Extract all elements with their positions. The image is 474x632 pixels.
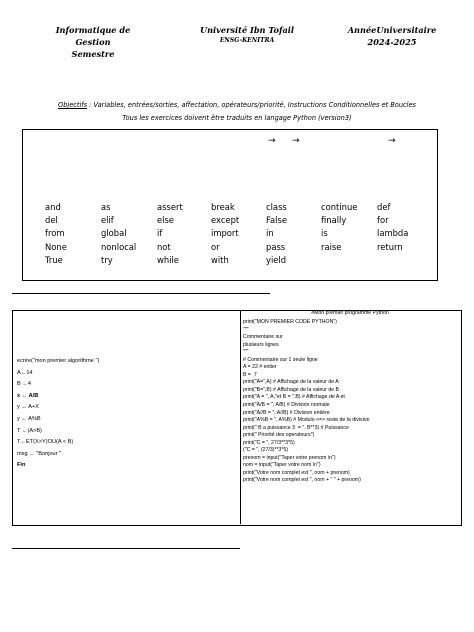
algorithm-column — [17, 356, 99, 472]
python-code-line: print("Votre nom complet est ", nom + prenom) — [243, 469, 350, 476]
keyword-item: import — [211, 228, 239, 239]
python-code-line: plusieurs lignes — [243, 341, 279, 348]
keyword-item: else — [157, 215, 174, 226]
keyword-item: class — [266, 202, 287, 212]
algorithm-line: A←14 — [17, 369, 33, 376]
keyword-item: finally — [321, 215, 347, 226]
keyword-item: except — [211, 215, 240, 226]
keyword-item: global — [101, 228, 127, 239]
header-year — [344, 24, 440, 48]
algorithm-line: y ← A%B — [17, 415, 41, 422]
keyword-item: break — [211, 202, 235, 212]
python-code-line: print("A/B = ", A/B) # Division normale — [243, 402, 330, 409]
python-code-line: # Commentaire sur 1 seule ligne — [243, 356, 318, 363]
algorithm-line: ecrire("mon premier algorithme ") — [17, 358, 100, 364]
keyword-item: while — [157, 254, 179, 265]
keyword-item: as — [101, 202, 111, 212]
python-code-line: B = 7 — [243, 371, 257, 378]
objectives-text: : Variables, entrées/sorties, affectation, opérateurs/priorité, Instructions Conditionnelles et Boucles — [87, 101, 416, 109]
python-code-line: print("C = ", 27/3**3*5) — [243, 439, 295, 446]
python-code-line: nom = input("Taper votre nom \n") — [243, 462, 321, 469]
answer-line — [12, 548, 240, 549]
keyword-item: in — [266, 228, 274, 239]
code-table-divider — [240, 310, 241, 524]
header-school: ENSG-KENITRA — [219, 37, 275, 44]
header-department-name: Informatique de Gestion — [55, 25, 131, 47]
python-code-line: """ — [243, 326, 249, 333]
header-year-value: 2024-2025 — [367, 37, 417, 47]
keyword-item: assert — [157, 202, 183, 212]
keyword-item: True — [45, 254, 63, 265]
answer-line — [12, 293, 270, 294]
keyword-item: False — [266, 215, 288, 226]
python-code-line: prenom = input("Taper votre prenom \n") — [243, 454, 336, 461]
keyword-item: with — [211, 254, 229, 265]
python-title: #Mon premier programme Python — [311, 310, 389, 316]
python-code-line: """ — [243, 349, 249, 356]
python-code-line: print("MON PREMIER CODE PYTHON") — [243, 319, 337, 325]
keyword-item: None — [45, 241, 67, 252]
header-year-label: AnnéeUniversitaire — [347, 25, 437, 35]
keyword-item: and — [45, 202, 61, 212]
objectives-line — [10, 101, 464, 109]
algorithm-line: T←ET(X>Y)OU(A < B) — [17, 439, 74, 446]
python-code-line: print("A%B = ", A%B) # Modulo <=> reste de la division — [243, 417, 370, 424]
python-column — [243, 319, 370, 485]
arrow-icon: → — [268, 136, 276, 146]
algorithm-line: T ←(A>B) — [17, 427, 42, 434]
keyword-item: not — [157, 241, 171, 252]
python-code-line: print("B=",B) # Affichage de la valeur de B — [243, 386, 340, 393]
python-code-line: print("A//B = ", A//B) # Division entière — [243, 409, 330, 416]
python-code-line: print("A=",A) # Affichage de la valeur de A — [243, 379, 339, 386]
python-code-line: print(" B a puissance 3 = ", B**3) # Puissance — [243, 424, 349, 431]
keyword-item: elif — [101, 215, 114, 226]
python-code-line: A = 22 # entier — [243, 364, 277, 371]
algorithm-line: y ← A+X — [17, 404, 39, 411]
keyword-item: return — [377, 241, 403, 252]
objectives-instruction: Tous les exercices doivent être traduits en langage Python (version3) — [122, 114, 352, 122]
keyword-item: from — [45, 228, 65, 239]
keyword-item: lambda — [377, 228, 409, 239]
header-university — [192, 24, 302, 45]
keyword-item: yield — [266, 254, 287, 265]
keyword-item: del — [45, 215, 58, 226]
algorithm-line: B ←4 — [17, 381, 31, 388]
keyword-item: def — [377, 202, 391, 212]
arrow-icon: → — [292, 136, 300, 146]
python-code-line: ("C = ", (27/3)**3*5) — [243, 447, 289, 454]
keyword-item: for — [377, 215, 389, 226]
header-department — [38, 24, 148, 60]
keyword-item: continue — [321, 202, 358, 212]
algorithm-line: x ← A/B — [17, 392, 39, 399]
python-code-line: print("A = ", A,"et B = ",B) # Affichage de A et — [243, 394, 345, 401]
keyword-item: nonlocal — [101, 241, 137, 252]
algorithm-line: msg ← "Bonjour " — [17, 450, 62, 457]
header-university-name: Université Ibn Tofail — [199, 25, 295, 35]
keyword-item: raise — [321, 241, 342, 252]
keyword-item: is — [321, 228, 328, 239]
python-code-line: print(" Priorité des operateurs") — [243, 432, 315, 439]
header-semester: Semestre — [71, 49, 115, 59]
keyword-item: or — [211, 241, 220, 252]
keyword-item: if — [157, 228, 163, 239]
python-code-line: print("Votre nom complet est ", nom + " " + prenom) — [243, 477, 361, 484]
arrow-icon: → — [388, 136, 396, 146]
algorithm-line: Fin — [17, 462, 26, 469]
keyword-item: pass — [266, 241, 286, 252]
python-code-line: Commentaire sur — [243, 334, 283, 341]
keyword-item: try — [101, 254, 113, 265]
objectives-label: Objectifs — [58, 101, 88, 109]
